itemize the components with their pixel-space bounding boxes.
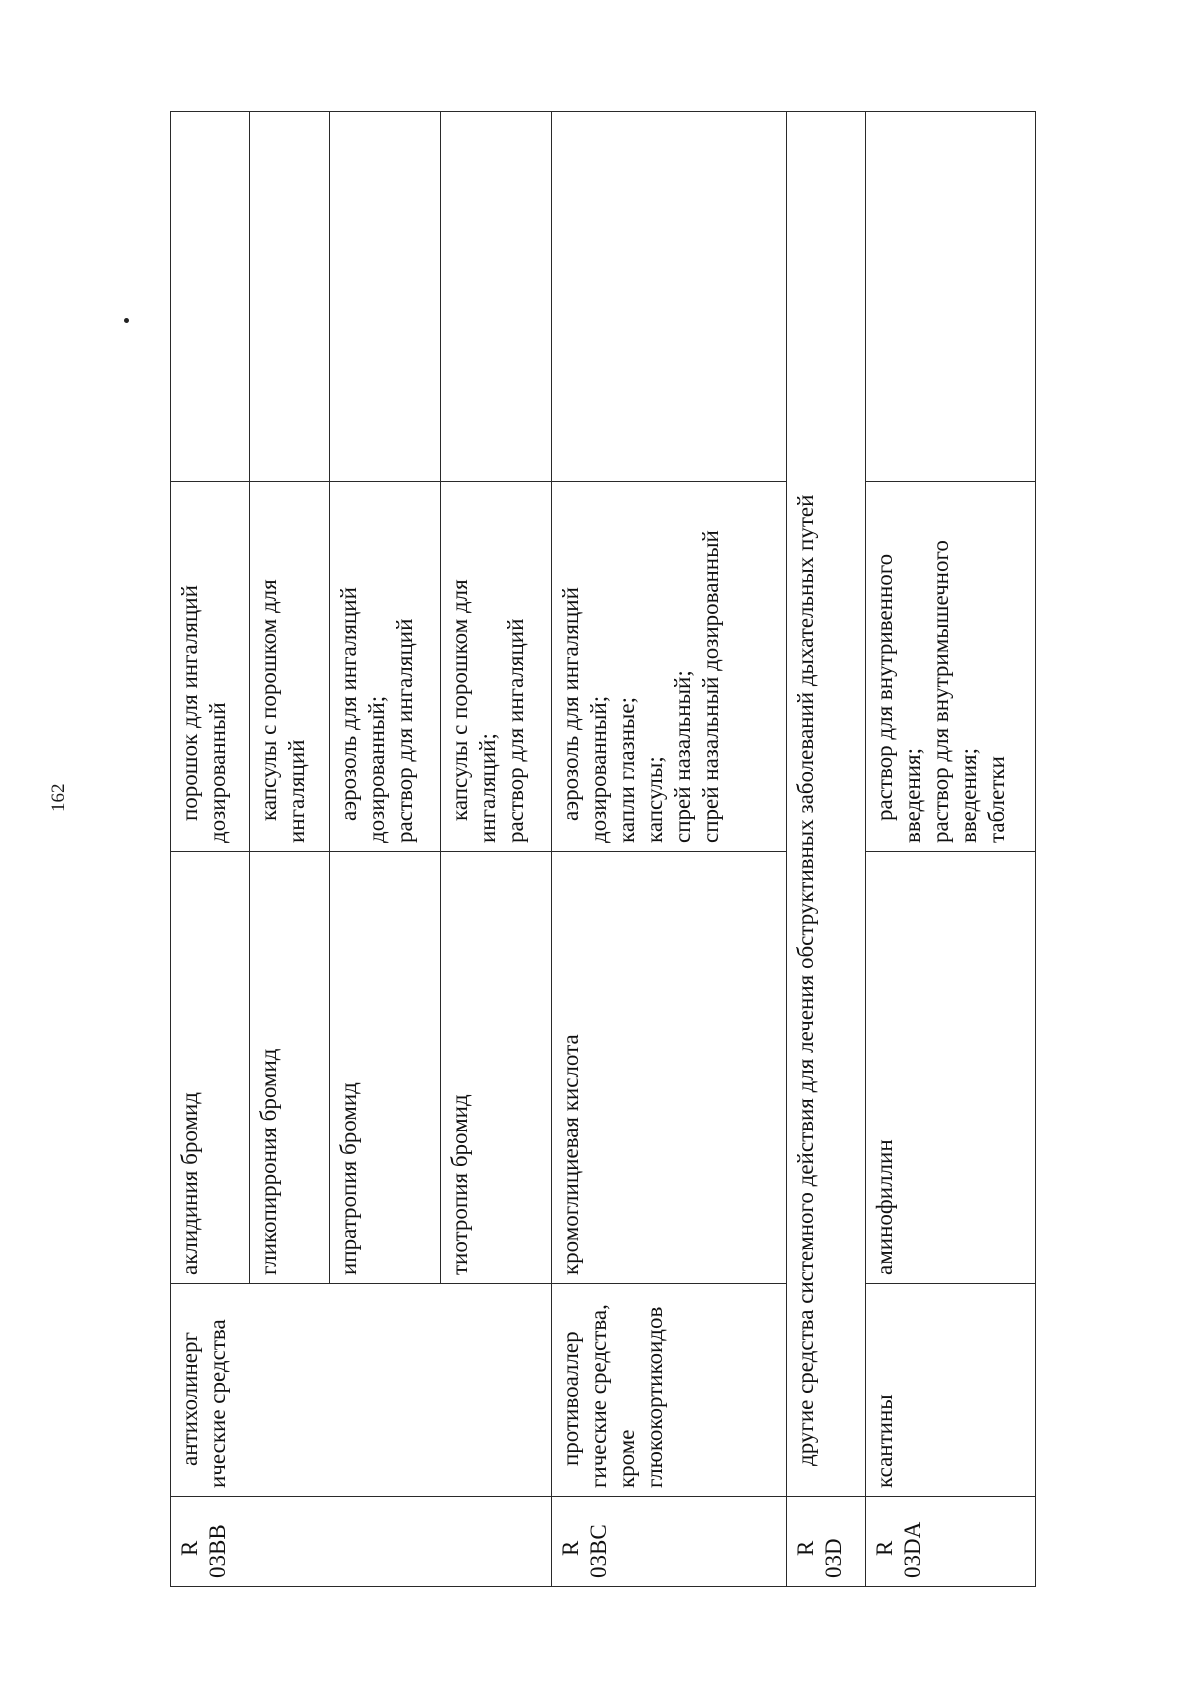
drug-cell: ипратропия бромид bbox=[330, 852, 441, 1284]
form-cell: раствор для внутривенного введения; раствор для внутримышечного введения; таблетки bbox=[866, 482, 1036, 852]
extra-cell bbox=[330, 112, 441, 482]
table-row bbox=[171, 112, 250, 1587]
drug-cell: гликопиррония бромид bbox=[250, 852, 330, 1284]
drug-cell: аминофиллин bbox=[866, 852, 1036, 1284]
form-cell: капсулы с порошком для ингаляций; раствор для ингаляций bbox=[441, 482, 552, 852]
form-cell: аэрозоль для ингаляций дозированный; раствор для ингаляций bbox=[330, 482, 441, 852]
atc-code-cell: R 03D bbox=[787, 1497, 866, 1587]
atc-code-cell: R 03DA bbox=[866, 1497, 1036, 1587]
group-cell: антихолинерг ические средства bbox=[171, 1284, 552, 1497]
form-cell: капсулы с порошком для ингаляций bbox=[250, 482, 330, 852]
group-cell: ксантины bbox=[866, 1284, 1036, 1497]
drug-cell: тиотропия бромид bbox=[441, 852, 552, 1284]
form-cell: порошок для ингаляций дозированный bbox=[171, 482, 250, 852]
form-cell: аэрозоль для ингаляций дозированный; капли глазные; капсулы; спрей назальный; спрей назальный дозированный bbox=[552, 482, 787, 852]
extra-cell bbox=[250, 112, 330, 482]
atc-code-cell: R 03BB bbox=[171, 1497, 552, 1587]
table-row bbox=[866, 112, 1036, 1587]
extra-cell bbox=[441, 112, 552, 482]
drug-cell: кромоглициевая кислота bbox=[552, 852, 787, 1284]
rotated-table-container bbox=[170, 112, 1102, 1587]
atc-code-cell: R 03BC bbox=[552, 1497, 787, 1587]
table-row bbox=[552, 112, 787, 1587]
extra-cell bbox=[866, 112, 1036, 482]
extra-cell bbox=[552, 112, 787, 482]
extra-cell bbox=[171, 112, 250, 482]
group-cell: противоаллер гические средства, кроме глюкокортикоидов bbox=[552, 1284, 787, 1497]
scan-speck bbox=[124, 318, 129, 323]
page-number: 162 bbox=[48, 783, 69, 812]
drug-cell: аклидиния бромид bbox=[171, 852, 250, 1284]
table-row bbox=[787, 112, 866, 1587]
drug-table bbox=[170, 111, 1036, 1587]
section-heading-cell: другие средства системного действия для лечения обструктивных заболеваний дыхательных путей bbox=[787, 112, 866, 1497]
